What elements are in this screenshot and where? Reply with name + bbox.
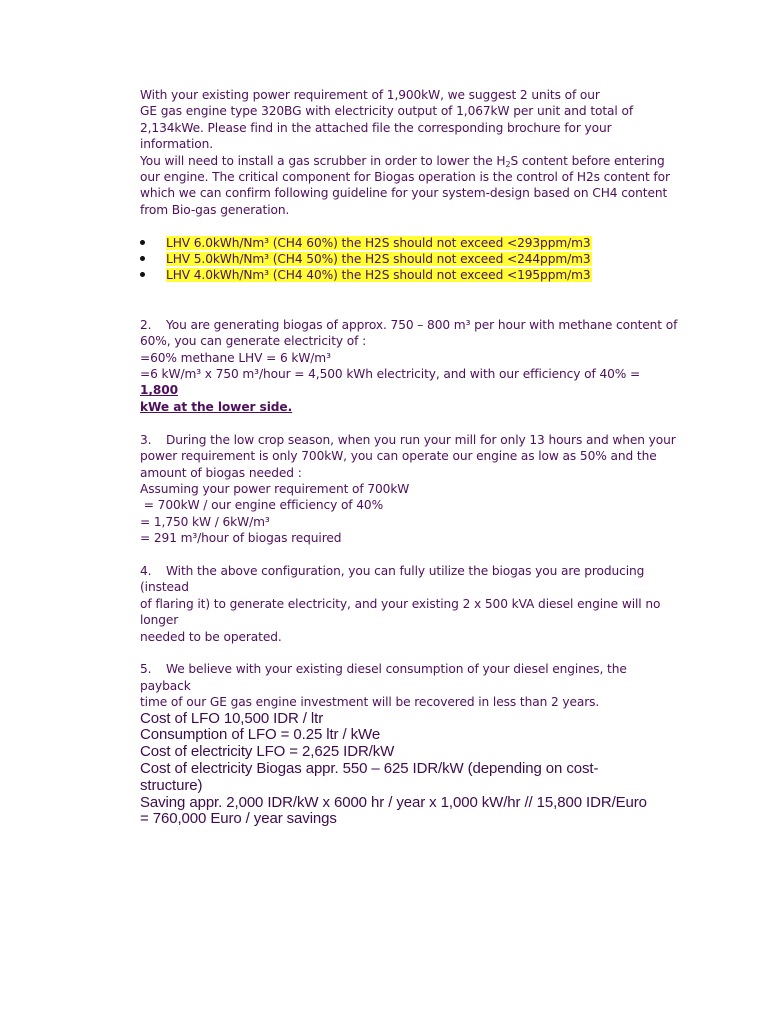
- result-emphasis: 1,800: [140, 383, 179, 398]
- bullet-icon: [140, 240, 145, 245]
- list-item: [140, 235, 680, 251]
- section-line: = 1,750 kW / 6kW/m³: [140, 514, 270, 529]
- list-item: [140, 251, 680, 267]
- section-line: of flaring it) to generate electricity, and your existing 2 x 500 kVA diesel engine will no longer: [140, 596, 661, 628]
- section-text: With the above configuration, you can fully utilize the biogas you are producing (instead: [140, 563, 645, 595]
- intro-text: You will need to install a gas scrubber in order to lower the H: [140, 153, 506, 168]
- calc-line: Saving appr. 2,000 IDR/kW x 6000 hr / year x 1,000 kW/hr // 15,800 IDR/Euro: [140, 793, 647, 811]
- intro-line: 2,134kWe. Please find in the attached file the corresponding brochure for your information.: [140, 120, 612, 152]
- savings-calculation: [140, 711, 680, 829]
- section-5: [140, 661, 680, 710]
- subscript: 2: [505, 159, 511, 169]
- section-text: You are generating biogas of approx. 750 – 800 m³ per hour with methane content of: [166, 317, 678, 332]
- section-3: [140, 432, 680, 547]
- section-line: time of our GE gas engine investment will be recovered in less than 2 years.: [140, 695, 600, 710]
- section-line: 60%, you can generate electricity of :: [140, 334, 367, 349]
- highlighted-text: LHV 5.0kWh/Nm³ (CH4 50%) the H2S should not exceed <244ppm/m3: [166, 252, 591, 267]
- section-line: Assuming your power requirement of 700kW: [140, 481, 410, 496]
- section-4: [140, 563, 680, 645]
- highlighted-text: LHV 4.0kWh/Nm³ (CH4 40%) the H2S should not exceed <195ppm/m3: [166, 268, 591, 283]
- section-2: [140, 317, 680, 415]
- section-number: 3.: [140, 432, 152, 447]
- section-line: = 291 m³/hour of biogas required: [140, 531, 342, 546]
- section-number: 2.: [140, 317, 152, 332]
- section-text: =6 kW/m³ x 750 m³/hour = 4,500 kWh electricity, and with our efficiency of 40% =: [140, 367, 641, 382]
- section-text: During the low crop season, when you run your mill for only 13 hours and when your: [166, 432, 676, 447]
- section-line: power requirement is only 700kW, you can operate our engine as low as 50% and the: [140, 449, 657, 464]
- calc-line: Consumption of LFO = 0.25 ltr / kWe: [140, 726, 381, 744]
- intro-line: from Bio-gas generation.: [140, 202, 290, 217]
- calc-line: Cost of electricity Biogas appr. 550 – 625 IDR/kW (depending on cost-: [140, 759, 599, 777]
- result-emphasis: kWe at the lower side.: [140, 399, 293, 414]
- highlighted-text: LHV 6.0kWh/Nm³ (CH4 60%) the H2S should not exceed <293ppm/m3: [166, 235, 591, 250]
- bullet-icon: [140, 272, 145, 277]
- section-text: We believe with your existing diesel consumption of your diesel engines, the payback: [140, 662, 627, 693]
- calc-line: = 760,000 Euro / year savings: [140, 810, 337, 828]
- section-number: 4.: [140, 563, 152, 578]
- section-line: =60% methane LHV = 6 kW/m³: [140, 350, 331, 365]
- intro-line: With your existing power requirement of 1,900kW, we suggest 2 units of our: [140, 88, 600, 102]
- intro-line: our engine. The critical component for Biogas operation is the control of H2s content for: [140, 170, 670, 185]
- list-item: [140, 267, 680, 283]
- calc-line: Cost of LFO 10,500 IDR / ltr: [140, 709, 324, 727]
- bullet-icon: [140, 256, 145, 261]
- intro-line: GE gas engine type 320BG with electricity output of 1,067kW per unit and total of: [140, 104, 634, 119]
- section-line: = 700kW / our engine efficiency of 40%: [140, 498, 384, 513]
- intro-line: [140, 153, 680, 169]
- calc-line: structure): [140, 776, 203, 794]
- intro-text: S content before entering: [510, 153, 665, 168]
- section-line: amount of biogas needed :: [140, 465, 302, 480]
- calc-line: Cost of electricity LFO = 2,625 IDR/kW: [140, 743, 395, 761]
- section-line: needed to be operated.: [140, 629, 282, 644]
- h2s-guideline-list: [140, 235, 680, 284]
- document-body: [140, 87, 680, 828]
- intro-paragraph: [140, 87, 680, 218]
- section-number: 5.: [140, 662, 152, 677]
- intro-line: which we can confirm following guideline for your system-design based on CH4 content: [140, 186, 668, 201]
